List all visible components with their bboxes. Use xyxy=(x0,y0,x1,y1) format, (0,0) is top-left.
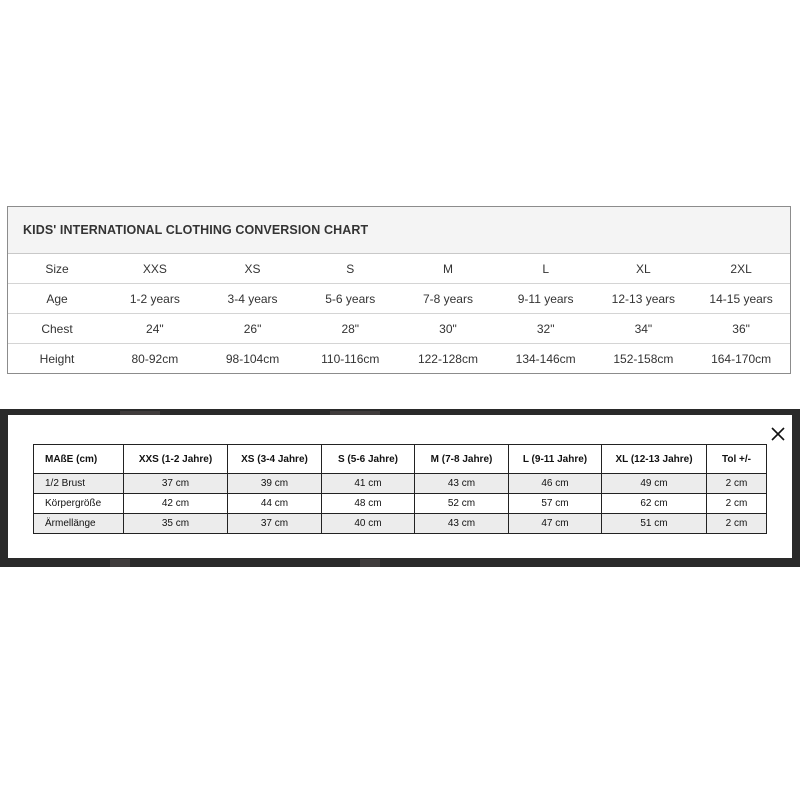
table-cell: 1-2 years xyxy=(106,284,204,314)
conversion-table xyxy=(8,254,790,373)
column-header: XXS (1-2 Jahre) xyxy=(124,445,228,474)
table-cell: 46 cm xyxy=(509,474,602,494)
table-cell: 28" xyxy=(301,314,399,344)
table-cell: XXS xyxy=(106,254,204,284)
table-cell: 57 cm xyxy=(509,494,602,514)
table-cell: 32" xyxy=(497,314,595,344)
table-row-size xyxy=(8,254,790,284)
table-cell: XL xyxy=(595,254,693,284)
table-row xyxy=(34,514,767,534)
table-cell: 2XL xyxy=(692,254,790,284)
table-cell: 43 cm xyxy=(415,474,509,494)
table-cell: 39 cm xyxy=(228,474,322,494)
table-header-row xyxy=(34,445,767,474)
table-cell: 9-11 years xyxy=(497,284,595,314)
row-label: Körpergröße xyxy=(34,494,124,514)
background-shape xyxy=(360,559,380,567)
table-cell: 5-6 years xyxy=(301,284,399,314)
table-cell: 3-4 years xyxy=(204,284,302,314)
conversion-chart xyxy=(7,206,791,374)
table-cell: 52 cm xyxy=(415,494,509,514)
table-cell: 2 cm xyxy=(707,474,767,494)
table-cell: 42 cm xyxy=(124,494,228,514)
table-cell: 51 cm xyxy=(602,514,707,534)
table-cell: 7-8 years xyxy=(399,284,497,314)
table-cell: 14-15 years xyxy=(692,284,790,314)
row-label: Age xyxy=(8,284,106,314)
table-cell: 98-104cm xyxy=(225,351,280,366)
size-measurements-table xyxy=(33,444,767,534)
table-cell: 2 cm xyxy=(707,494,767,514)
table-cell: 80-92cm xyxy=(131,351,179,366)
row-label: Size xyxy=(8,254,106,284)
row-label: 1/2 Brust xyxy=(34,474,124,494)
table-cell: 134-146cm xyxy=(515,351,576,366)
table-cell: 26" xyxy=(204,314,302,344)
row-label: Chest xyxy=(8,314,106,344)
table-cell: 164-170cm xyxy=(711,351,772,366)
table-cell: 34" xyxy=(595,314,693,344)
table-cell: 152-158cm xyxy=(613,351,674,366)
table-cell: 2 cm xyxy=(707,514,767,534)
column-header: S (5-6 Jahre) xyxy=(322,445,415,474)
table-row xyxy=(34,474,767,494)
column-header: XS (3-4 Jahre) xyxy=(228,445,322,474)
table-row xyxy=(34,494,767,514)
column-header: M (7-8 Jahre) xyxy=(415,445,509,474)
table-cell: 37 cm xyxy=(124,474,228,494)
table-cell: 43 cm xyxy=(415,514,509,534)
table-cell: 24" xyxy=(106,314,204,344)
table-cell: 37 cm xyxy=(228,514,322,534)
table-cell: M xyxy=(399,254,497,284)
table-cell: L xyxy=(497,254,595,284)
table-row-chest xyxy=(8,314,790,344)
background-shape xyxy=(110,559,130,567)
row-label: Height xyxy=(39,351,75,366)
table-cell: 35 cm xyxy=(124,514,228,534)
column-header: L (9-11 Jahre) xyxy=(509,445,602,474)
size-chart-modal xyxy=(8,415,792,558)
table-row-height xyxy=(8,344,790,374)
table-cell: 49 cm xyxy=(602,474,707,494)
table-cell: 110-116cm xyxy=(321,351,380,366)
table-cell: 30" xyxy=(399,314,497,344)
column-header: MAßE (cm) xyxy=(34,445,124,474)
close-icon[interactable] xyxy=(770,426,786,442)
table-cell: 40 cm xyxy=(322,514,415,534)
row-label: Ärmellänge xyxy=(34,514,124,534)
chart-title: KIDS' INTERNATIONAL CLOTHING CONVERSION CHART xyxy=(8,207,790,254)
table-cell: 12-13 years xyxy=(595,284,693,314)
table-cell: 62 cm xyxy=(602,494,707,514)
table-cell: XS xyxy=(204,254,302,284)
table-cell: 44 cm xyxy=(228,494,322,514)
table-cell: 47 cm xyxy=(509,514,602,534)
table-cell: 41 cm xyxy=(322,474,415,494)
table-cell: 36" xyxy=(692,314,790,344)
column-header: XL (12-13 Jahre) xyxy=(602,445,707,474)
table-row-age xyxy=(8,284,790,314)
table-cell: 48 cm xyxy=(322,494,415,514)
table-cell: 122-128cm xyxy=(417,351,478,366)
table-cell: S xyxy=(301,254,399,284)
column-header: Tol +/- xyxy=(707,445,767,474)
